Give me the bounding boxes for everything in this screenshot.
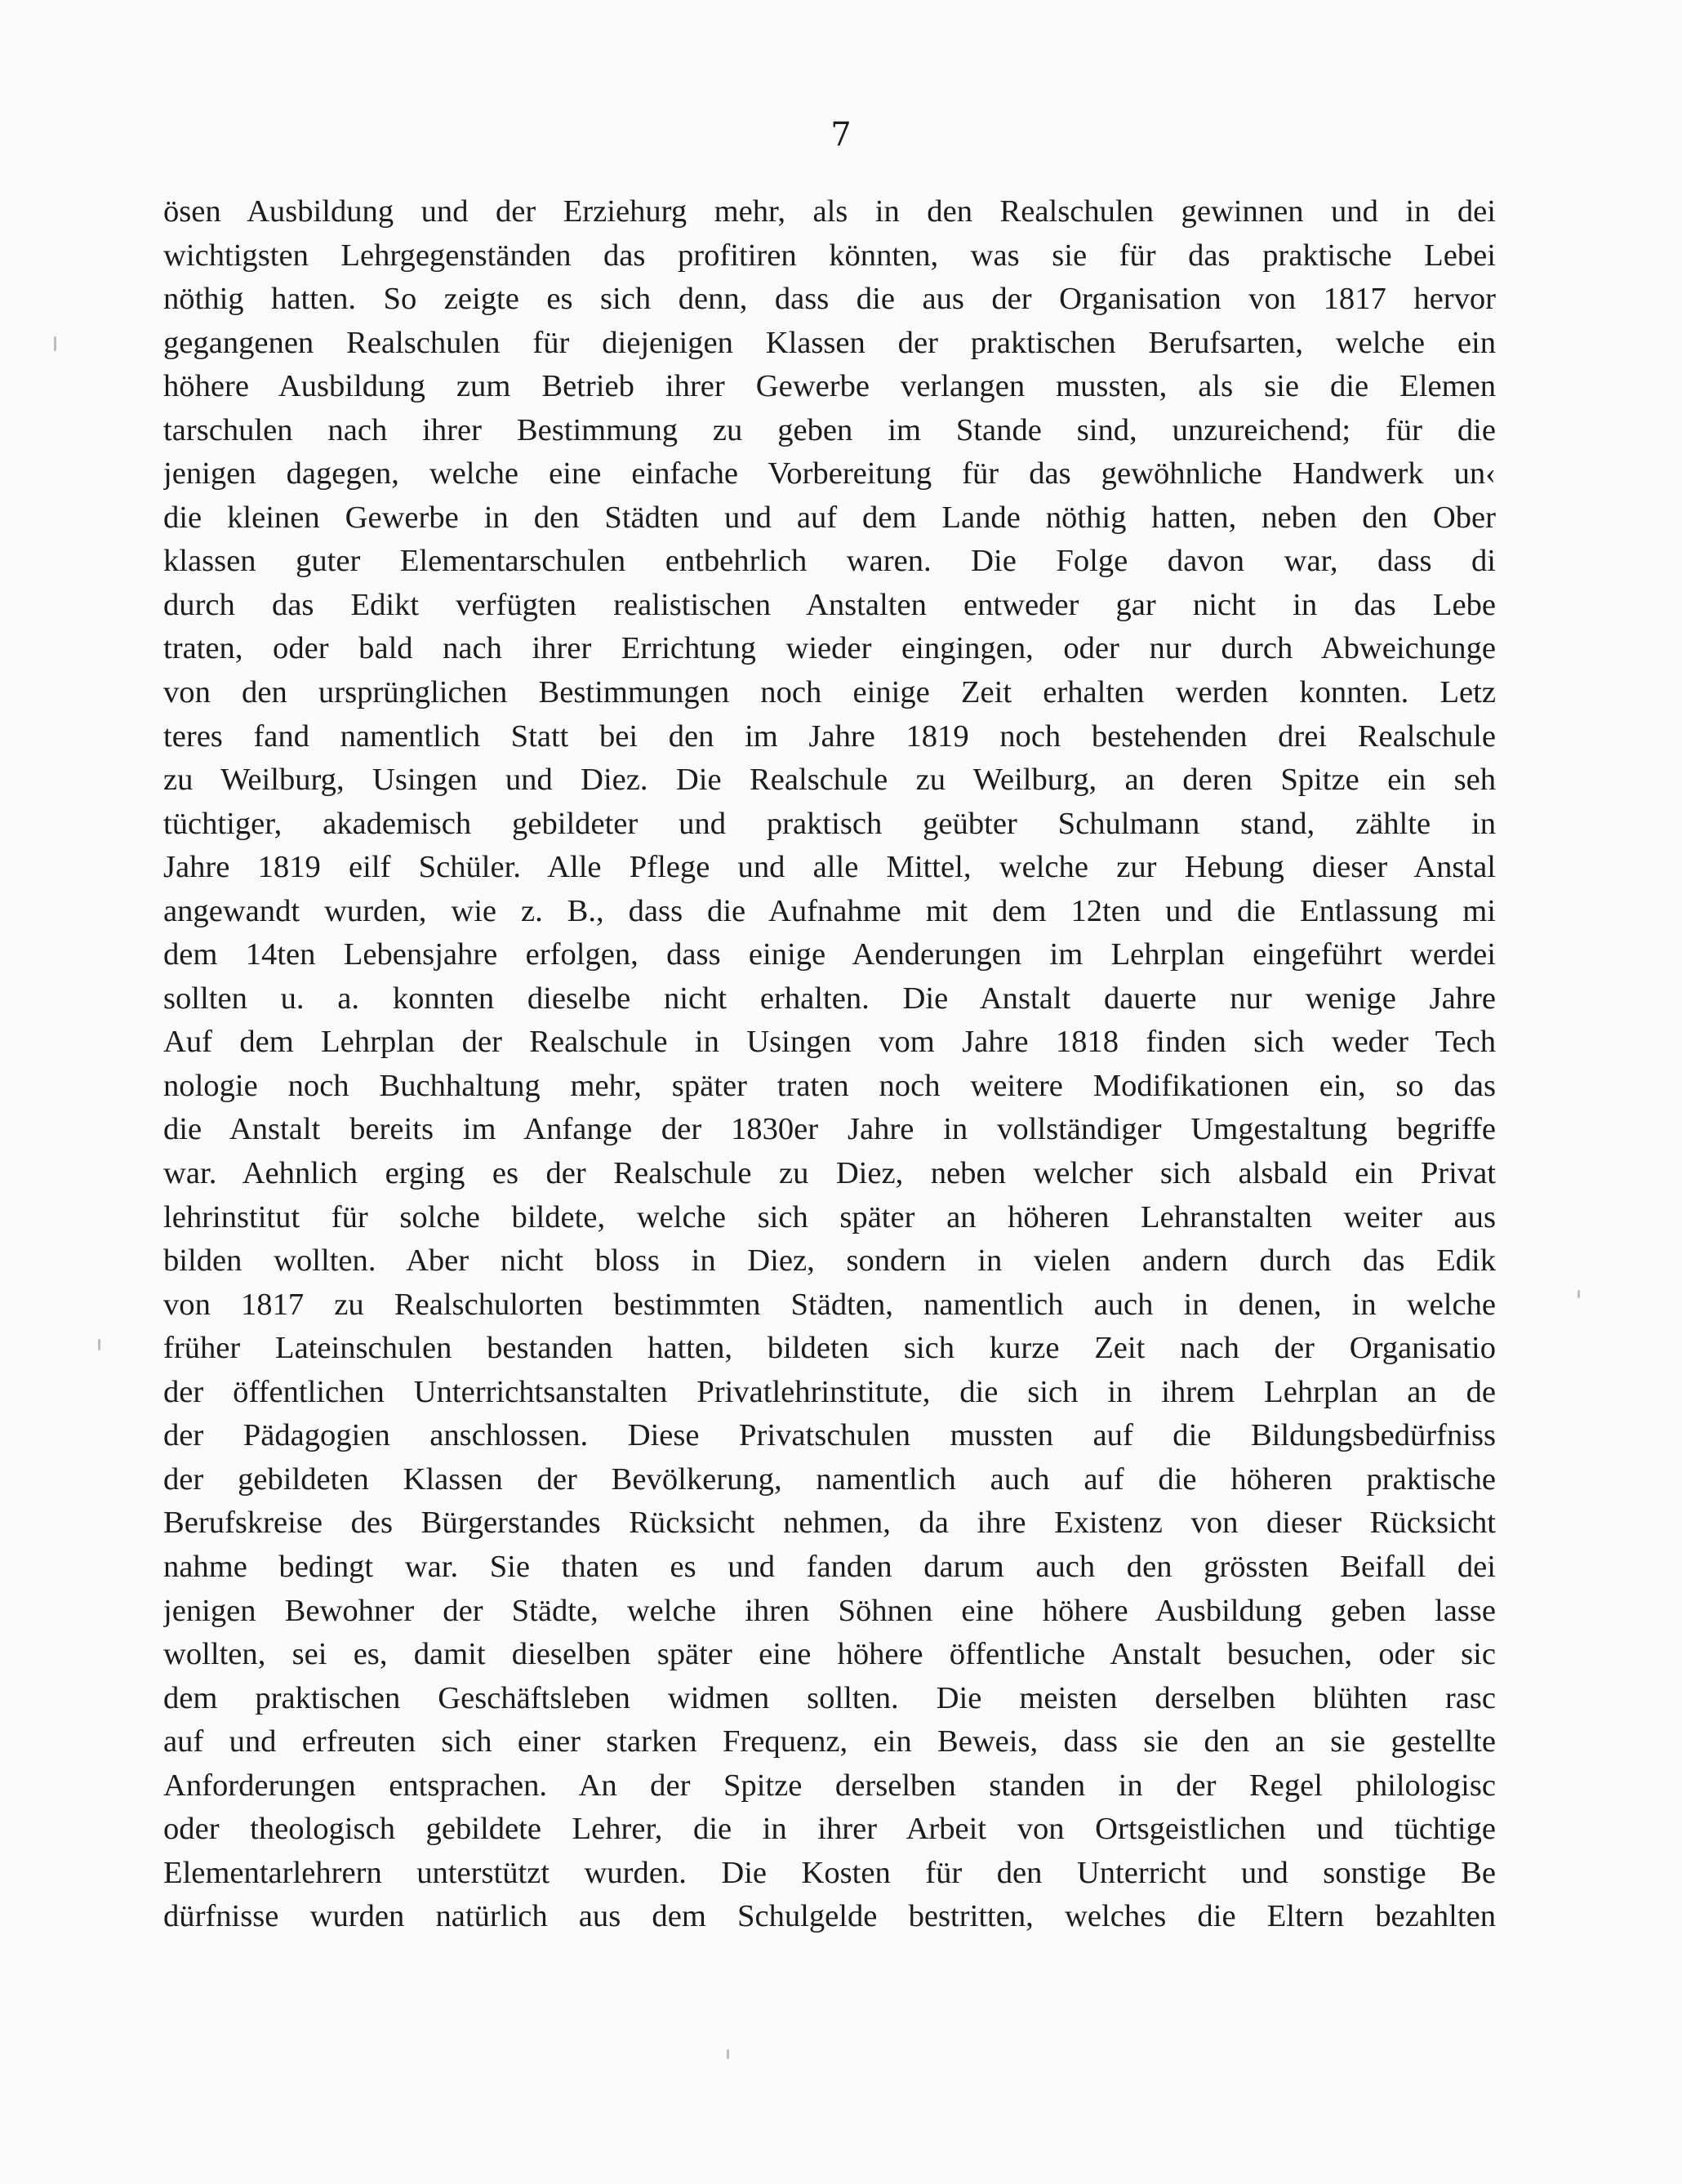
text-line: nöthig hatten. So zeigte es sich denn, dass die aus der Organisation von 1817 hervor xyxy=(163,282,1496,317)
text-line: der gebildeten Klassen der Bevölkerung, namentlich auch auf die höheren praktische xyxy=(163,1461,1496,1497)
text-line: jenigen Bewohner der Städte, welche ihren Söhnen eine höhere Ausbildung geben lasse xyxy=(163,1593,1496,1628)
text-line: tüchtiger, akademisch gebildeter und praktisch geübter Schulmann stand, zählte in xyxy=(163,806,1496,841)
text-line: der öffentlichen Unterrichtsanstalten Privatlehrinstitute, die sich in ihrem Lehrplan an de xyxy=(163,1374,1496,1409)
text-line: angewandt wurden, wie z. B., dass die Aufnahme mit dem 12ten und die Entlassung mi xyxy=(163,893,1496,928)
text-line: auf und erfreuten sich einer starken Frequenz, ein Beweis, dass sie den an sie gestellte xyxy=(163,1724,1496,1759)
scan-speck xyxy=(98,1339,100,1350)
scan-speck xyxy=(1577,1290,1580,1298)
text-line: Elementarlehrern unterstützt wurden. Die Kosten für den Unterricht und sonstige Be xyxy=(163,1855,1496,1890)
text-line: ösen Ausbildung und der Erziehurg mehr, als in den Realschulen gewinnen und in dei xyxy=(163,194,1496,229)
text-line: zu Weilburg, Usingen und Diez. Die Realschule zu Weilburg, an deren Spitze ein seh xyxy=(163,763,1496,798)
text-line: von 1817 zu Realschulorten bestimmten Städten, namentlich auch in denen, in welche xyxy=(163,1287,1496,1322)
text-line: Jahre 1819 eilf Schüler. Alle Pflege und alle Mittel, welche zur Hebung dieser Anstal xyxy=(163,850,1496,885)
text-line: von den ursprünglichen Bestimmungen noch einige Zeit erhalten werden konnten. Letz xyxy=(163,675,1496,710)
text-line: dem 14ten Lebensjahre erfolgen, dass einige Aenderungen im Lehrplan eingeführt werdei xyxy=(163,937,1496,972)
text-line: nahme bedingt war. Sie thaten es und fanden darum auch den grössten Beifall dei xyxy=(163,1549,1496,1584)
text-line: war. Aehnlich erging es der Realschule zu Diez, neben welcher sich alsbald ein Privat xyxy=(163,1156,1496,1191)
text-line: tarschulen nach ihrer Bestimmung zu geben im Stande sind, unzureichend; für die xyxy=(163,412,1496,447)
text-line: Auf dem Lehrplan der Realschule in Usingen vom Jahre 1818 finden sich weder Tech xyxy=(163,1025,1496,1060)
text-line: die Anstalt bereits im Anfange der 1830er Jahre in vollständiger Umgestaltung begriffe xyxy=(163,1112,1496,1147)
text-line: klassen guter Elementarschulen entbehrlich waren. Die Folge davon war, dass di xyxy=(163,544,1496,579)
text-line: traten, oder bald nach ihrer Errichtung wieder eingingen, oder nur durch Abweichunge xyxy=(163,631,1496,666)
text-line: dem praktischen Geschäftsleben widmen sollten. Die meisten derselben blühten rasc xyxy=(163,1680,1496,1715)
text-line: wollten, sei es, damit dieselben später eine höhere öffentliche Anstalt besuchen, oder sic xyxy=(163,1637,1496,1672)
text-line: dürfnisse wurden natürlich aus dem Schulgelde bestritten, welches die Eltern bezahlten xyxy=(163,1899,1496,1934)
text-line: bilden wollten. Aber nicht bloss in Diez, sondern in vielen andern durch das Edik xyxy=(163,1243,1496,1279)
text-line: nologie noch Buchhaltung mehr, später traten noch weitere Modifikationen ein, so das xyxy=(163,1068,1496,1103)
text-line: die kleinen Gewerbe in den Städten und auf dem Lande nöthig hatten, neben den Ober xyxy=(163,500,1496,535)
text-line: früher Lateinschulen bestanden hatten, bildeten sich kurze Zeit nach der Organisatio xyxy=(163,1331,1496,1366)
text-line: teres fand namentlich Statt bei den im Jahre 1819 noch bestehenden drei Realschule xyxy=(163,718,1496,754)
text-line: durch das Edikt verfügten realistischen Anstalten entweder gar nicht in das Lebe xyxy=(163,587,1496,622)
text-line: der Pädagogien anschlossen. Diese Privatschulen mussten auf die Bildungsbedürfniss xyxy=(163,1418,1496,1453)
text-line: lehrinstitut für solche bildete, welche sich später an höheren Lehranstalten weiter aus xyxy=(163,1199,1496,1234)
body-text xyxy=(163,190,1496,1939)
text-line: gegangenen Realschulen für diejenigen Klassen der praktischen Berufsarten, welche ein xyxy=(163,325,1496,360)
scan-speck xyxy=(54,336,56,351)
text-line: Berufskreise des Bürgerstandes Rücksicht nehmen, da ihre Existenz von dieser Rücksicht xyxy=(163,1506,1496,1541)
text-line: Anforderungen entsprachen. An der Spitze derselben standen in der Regel philologisc xyxy=(163,1768,1496,1803)
page-number: 7 xyxy=(830,116,852,153)
text-line: wichtigsten Lehrgegenständen das profitiren könnten, was sie für das praktische Lebei xyxy=(163,238,1496,273)
scan-speck xyxy=(727,2049,729,2059)
text-line: oder theologisch gebildete Lehrer, die in ihrer Arbeit von Ortsgeistlichen und tüchtige xyxy=(163,1812,1496,1847)
text-line: jenigen dagegen, welche eine einfache Vorbereitung für das gewöhnliche Handwerk un‹ xyxy=(163,456,1496,492)
text-line: höhere Ausbildung zum Betrieb ihrer Gewerbe verlangen mussten, als sie die Elemen xyxy=(163,369,1496,404)
text-line: sollten u. a. konnten dieselbe nicht erhalten. Die Anstalt dauerte nur wenige Jahre xyxy=(163,981,1496,1016)
